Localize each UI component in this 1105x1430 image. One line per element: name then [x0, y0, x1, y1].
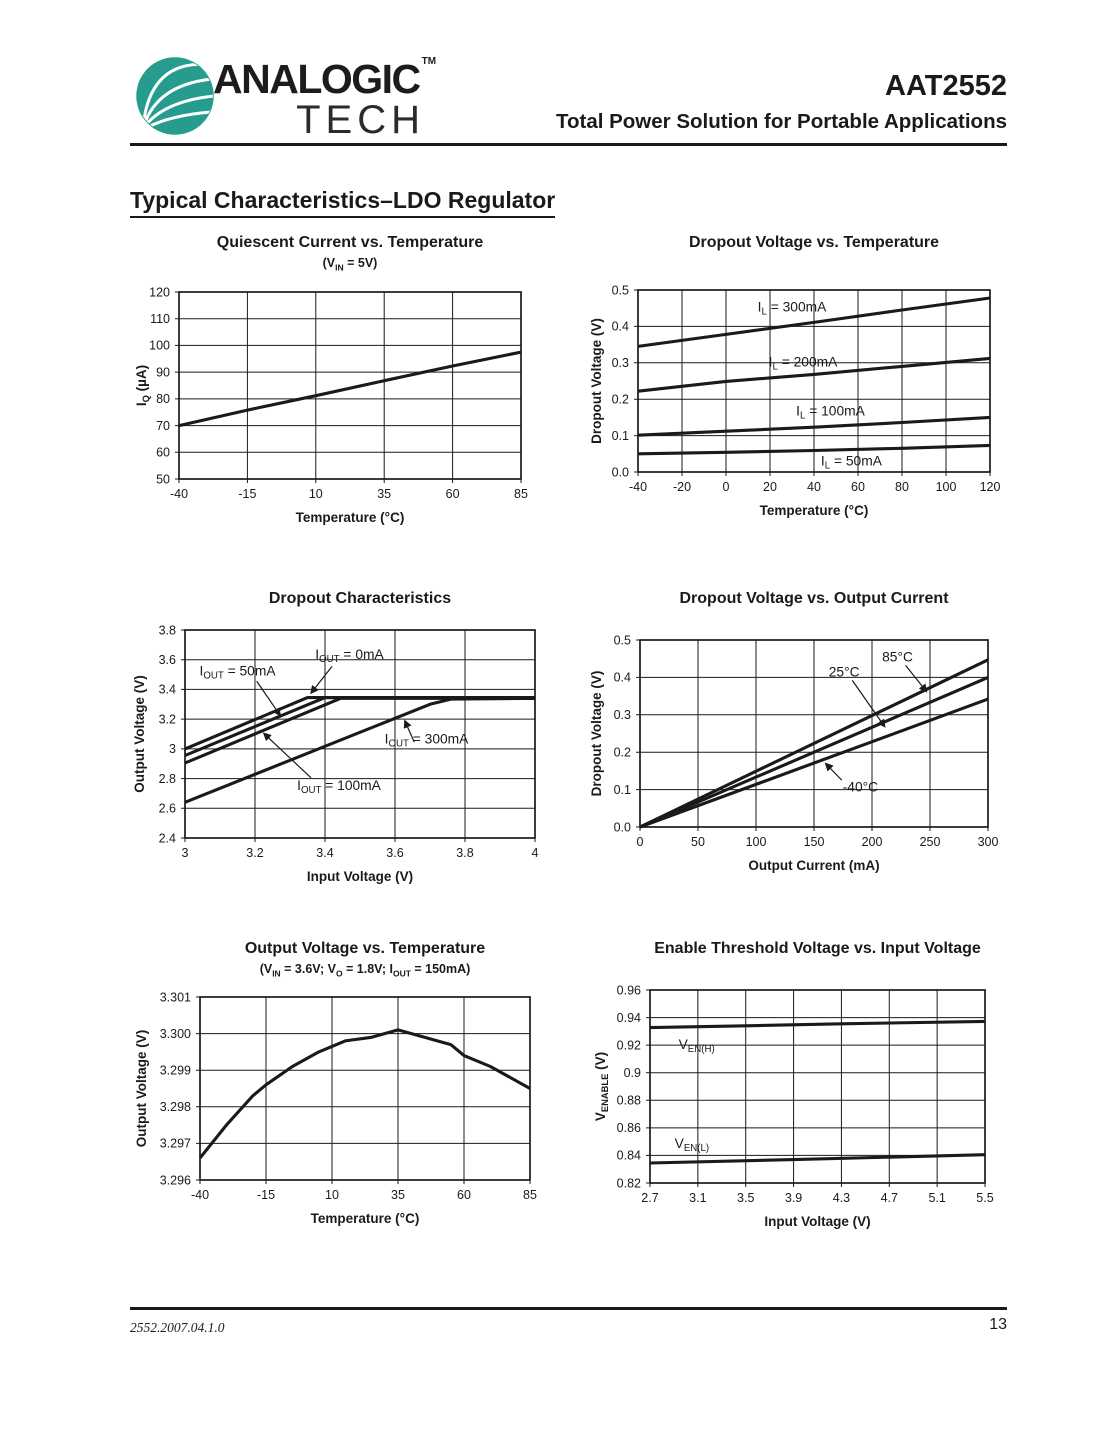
- svg-text:3.2: 3.2: [246, 846, 264, 860]
- chart-quiescent-current-vs-temperature: [130, 232, 570, 547]
- chart-plot-quiescent-current: [130, 232, 570, 547]
- svg-text:IL = 300mA: $I_L = 300mA$: [757, 299, 827, 318]
- svg-text:Dropout Voltage (V): Dropout Voltage (V): [589, 670, 604, 797]
- svg-text:100: 100: [745, 835, 767, 849]
- svg-text:5.1: 5.1: [928, 1191, 946, 1205]
- brand-tech-text: TECH: [296, 98, 425, 142]
- svg-text:120: 120: [979, 480, 1001, 494]
- svg-text:60: 60: [457, 1188, 471, 1202]
- svg-text:0.4: 0.4: [613, 670, 631, 685]
- part-number: AAT2552: [885, 70, 1007, 102]
- svg-text:VENABLE (V): $V_{ENABLE}$ (V): [593, 1051, 610, 1122]
- svg-text:Output Voltage (V): Output Voltage (V): [132, 675, 147, 793]
- svg-text:5.5: 5.5: [976, 1191, 994, 1205]
- svg-text:4: 4: [531, 846, 539, 860]
- svg-text:IQ (µA): $I_Q$ (µA): [134, 364, 151, 407]
- svg-text:Temperature (°C): Temperature (°C): [759, 503, 869, 518]
- svg-text:0.0: 0.0: [613, 820, 631, 835]
- chart-dropout-characteristics: [130, 588, 570, 903]
- svg-text:0.92: 0.92: [616, 1038, 641, 1053]
- svg-text:0.86: 0.86: [616, 1121, 641, 1136]
- svg-text:70: 70: [156, 418, 170, 433]
- svg-text:IL = 50mA: $I_L = 50mA$: [820, 453, 882, 472]
- svg-text:-40: -40: [169, 487, 189, 501]
- svg-text:IL = 100mA: $I_L = 100mA$: [796, 403, 865, 422]
- chart-subtitle: $(V_{IN} = 5V)$: [322, 256, 378, 273]
- svg-text:0.1: 0.1: [611, 428, 629, 443]
- svg-text:-40: -40: [628, 480, 648, 494]
- svg-text:3.8: 3.8: [158, 623, 176, 638]
- svg-text:2.6: 2.6: [158, 801, 176, 816]
- svg-text:0.3: 0.3: [613, 708, 631, 723]
- svg-text:4.7: 4.7: [880, 1191, 898, 1205]
- svg-text:0.88: 0.88: [616, 1093, 641, 1108]
- chart-subtitle: ($V_{IN} = 3.6V$; $V_O = 1.8V$; $I_{OUT} = 150mA$): [259, 962, 471, 979]
- svg-text:20: 20: [763, 480, 777, 494]
- svg-text:4.3: 4.3: [832, 1191, 851, 1205]
- svg-text:50: 50: [691, 835, 705, 849]
- svg-text:0.96: 0.96: [616, 983, 641, 998]
- svg-text:25°C: 25°C: [828, 664, 860, 680]
- svg-text:90: 90: [156, 365, 170, 380]
- svg-text:3.4: 3.4: [316, 846, 334, 860]
- svg-text:80: 80: [156, 392, 170, 407]
- svg-text:10: 10: [308, 487, 323, 501]
- header-rule: [130, 143, 1007, 146]
- footer-rule: [130, 1307, 1007, 1310]
- svg-text:3.6: 3.6: [386, 846, 404, 860]
- svg-text:0.2: 0.2: [611, 392, 629, 407]
- tagline: Total Power Solution for Portable Applications: [555, 110, 1007, 133]
- svg-text:35: 35: [377, 487, 392, 501]
- svg-text:0.5: 0.5: [611, 283, 629, 298]
- svg-text:IOUT = 300mA: $I_{OUT} = 300mA$: [384, 731, 469, 750]
- chart-dropout-voltage-vs-output-current: [575, 588, 1015, 903]
- svg-text:3.299: 3.299: [159, 1063, 191, 1078]
- svg-text:3.300: 3.300: [159, 1026, 191, 1041]
- svg-text:300: 300: [977, 835, 999, 849]
- svg-text:100: 100: [149, 338, 170, 353]
- svg-text:IOUT = 100mA: $I_{OUT} = 100mA$: [297, 777, 381, 796]
- svg-text:Temperature (°C): Temperature (°C): [295, 510, 405, 525]
- svg-text:3.4: 3.4: [158, 682, 176, 697]
- svg-text:-15: -15: [256, 1188, 276, 1202]
- svg-text:110: 110: [150, 312, 170, 327]
- chart-plot-output-voltage-vs-temperature: [130, 938, 570, 1253]
- svg-text:85: 85: [514, 487, 528, 501]
- svg-text:60: 60: [156, 445, 170, 460]
- svg-text:IL = 200mA: $I_L = 200mA$: [768, 354, 838, 373]
- svg-text:3.297: 3.297: [159, 1136, 191, 1151]
- svg-text:0.5: 0.5: [613, 633, 631, 648]
- document-id: 2552.2007.04.1.0: [130, 1320, 225, 1335]
- svg-text:3.298: 3.298: [159, 1100, 191, 1115]
- svg-text:0.84: 0.84: [616, 1148, 641, 1163]
- chart-title: Output Voltage vs. Temperature: [244, 940, 486, 957]
- svg-text:40: 40: [807, 480, 821, 494]
- svg-text:-40°C: -40°C: [842, 779, 879, 795]
- svg-text:50: 50: [156, 472, 170, 487]
- svg-text:0.3: 0.3: [611, 356, 629, 371]
- brand-analogic-text: ANALOGIC: [213, 56, 420, 102]
- svg-text:85°C: 85°C: [882, 649, 913, 665]
- svg-text:0.82: 0.82: [616, 1176, 641, 1191]
- svg-text:35: 35: [391, 1188, 405, 1202]
- svg-text:0.9: 0.9: [623, 1066, 641, 1081]
- svg-text:60: 60: [445, 487, 460, 501]
- svg-text:2.8: 2.8: [158, 771, 176, 786]
- svg-text:Input Voltage (V): Input Voltage (V): [764, 1214, 871, 1229]
- chart-title: Dropout Voltage vs. Output Current: [679, 590, 949, 607]
- svg-text:3.296: 3.296: [159, 1173, 191, 1188]
- svg-text:0.1: 0.1: [613, 782, 631, 797]
- svg-text:3: 3: [181, 846, 189, 860]
- svg-text:0.94: 0.94: [616, 1010, 641, 1025]
- svg-text:-15: -15: [238, 487, 257, 501]
- svg-text:0.2: 0.2: [613, 745, 631, 760]
- svg-text:2.7: 2.7: [641, 1191, 659, 1205]
- svg-text:3.6: 3.6: [158, 653, 176, 668]
- chart-plot-dropout-vs-temperature: [575, 232, 1015, 547]
- chart-title: Quiescent Current vs. Temperature: [216, 234, 484, 251]
- svg-text:3.9: 3.9: [784, 1191, 803, 1205]
- svg-text:Input Voltage (V): Input Voltage (V): [306, 869, 414, 884]
- svg-text:3.5: 3.5: [737, 1191, 755, 1205]
- svg-text:200: 200: [861, 835, 883, 849]
- brand-wordmark: [213, 56, 437, 103]
- page-title: Typical Characteristics–LDO Regulator: [130, 187, 555, 218]
- page-number: 13: [989, 1316, 1007, 1333]
- svg-text:IOUT = 0mA: $I_{OUT} = 0mA$: [315, 647, 384, 666]
- svg-text:0: 0: [636, 835, 644, 849]
- svg-text:80: 80: [895, 480, 909, 494]
- chart-output-voltage-vs-temperature: [130, 938, 570, 1253]
- trademark-symbol: TM: [421, 56, 437, 68]
- svg-text:Output Current (mA): Output Current (mA): [748, 858, 880, 873]
- chart-plot-dropout-vs-output-current: [575, 588, 1015, 903]
- chart-title: Dropout Characteristics: [268, 590, 452, 607]
- chart-enable-threshold-vs-input-voltage: [575, 938, 1015, 1253]
- svg-text:0.0: 0.0: [611, 465, 629, 480]
- svg-text:85: 85: [523, 1188, 537, 1202]
- svg-text:3.8: 3.8: [456, 846, 474, 860]
- svg-text:Output Voltage (V): Output Voltage (V): [134, 1029, 149, 1148]
- chart-dropout-voltage-vs-temperature: [575, 232, 1015, 547]
- svg-text:Dropout Voltage (V): Dropout Voltage (V): [589, 318, 604, 444]
- chart-plot-dropout-characteristics: [130, 588, 570, 903]
- chart-title: Enable Threshold Voltage vs. Input Voltage: [654, 940, 981, 957]
- svg-text:2.4: 2.4: [158, 831, 176, 846]
- svg-text:VEN(L): $V_{EN(L)}$: [674, 1136, 710, 1155]
- svg-text:3.1: 3.1: [689, 1191, 707, 1205]
- analogictech-logo: [131, 52, 219, 140]
- svg-text:3: 3: [169, 742, 176, 757]
- svg-text:3.2: 3.2: [158, 712, 176, 727]
- svg-text:VEN(H): $V_{EN(H)}$: [678, 1036, 715, 1055]
- svg-text:150: 150: [803, 835, 825, 849]
- svg-text:IOUT = 50mA: $I_{OUT} = 50mA$: [199, 663, 276, 682]
- svg-text:10: 10: [325, 1188, 339, 1202]
- svg-text:0.4: 0.4: [611, 319, 629, 334]
- svg-text:250: 250: [919, 835, 941, 849]
- svg-text:60: 60: [851, 480, 865, 494]
- chart-title: Dropout Voltage vs. Temperature: [688, 234, 940, 251]
- svg-text:0: 0: [722, 480, 730, 494]
- chart-plot-enable-threshold: [575, 938, 1015, 1253]
- svg-text:100: 100: [935, 480, 957, 494]
- svg-text:120: 120: [149, 285, 170, 300]
- svg-text:3.301: 3.301: [159, 990, 191, 1005]
- svg-text:-40: -40: [190, 1188, 210, 1202]
- svg-text:-20: -20: [672, 480, 692, 494]
- svg-text:Temperature (°C): Temperature (°C): [310, 1211, 420, 1226]
